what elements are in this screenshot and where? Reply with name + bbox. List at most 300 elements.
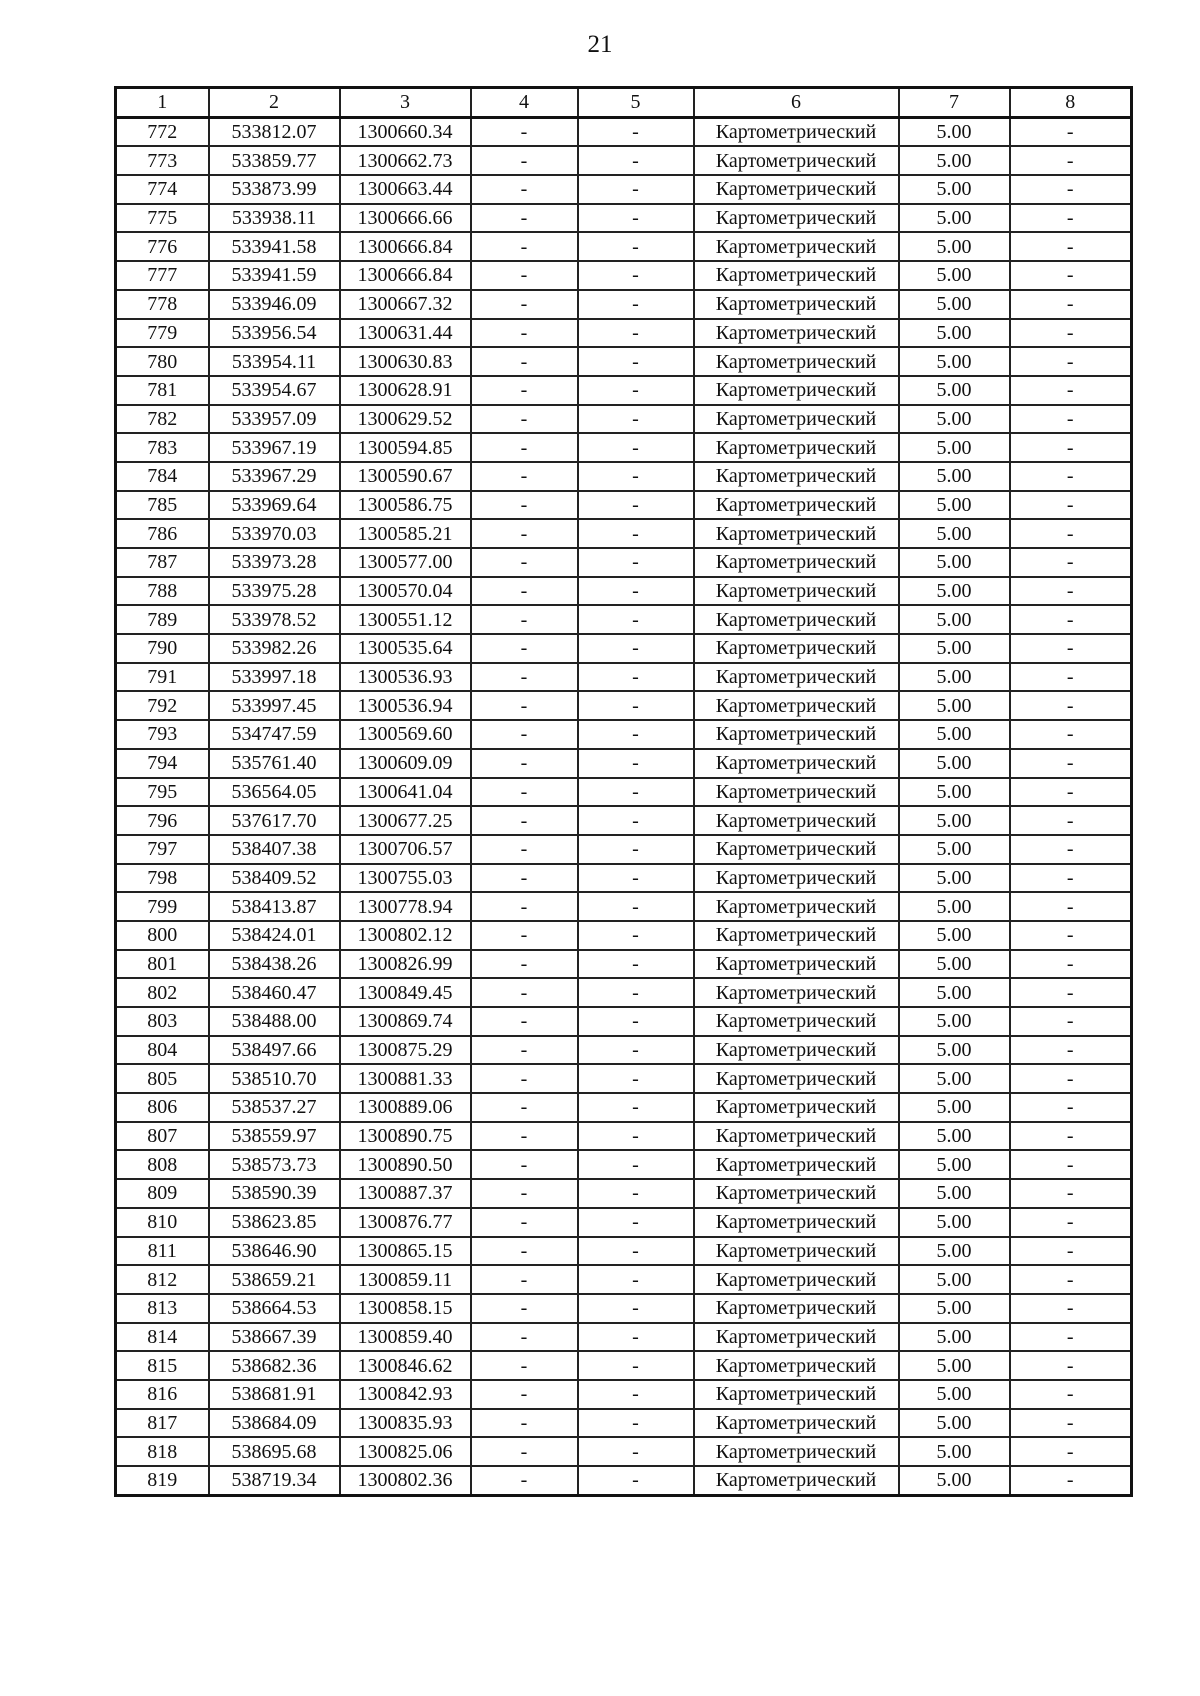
table-cell-col-8: -	[1010, 548, 1132, 577]
table-cell-col-3: 1300609.09	[340, 749, 471, 778]
table-cell-col-1: 786	[116, 519, 209, 548]
table-cell-col-1: 801	[116, 950, 209, 979]
coordinates-table	[114, 86, 1133, 1497]
table-cell-col-5: -	[578, 1064, 694, 1093]
table-cell-col-4: -	[471, 491, 578, 520]
table-cell-col-2: 533975.28	[209, 577, 340, 606]
table-cell-col-8: -	[1010, 950, 1132, 979]
table-cell-col-5: -	[578, 1380, 694, 1409]
table-cell-col-6: Картометрический	[694, 232, 899, 261]
table-cell-col-4: -	[471, 1122, 578, 1151]
table-cell-col-1: 819	[116, 1466, 209, 1495]
table-cell-col-4: -	[471, 577, 578, 606]
table-cell-col-5: -	[578, 1036, 694, 1065]
table-cell-col-5: -	[578, 146, 694, 175]
table-cell-col-5: -	[578, 1179, 694, 1208]
table-cell-col-5: -	[578, 347, 694, 376]
table-cell-col-4: -	[471, 204, 578, 233]
table-cell-col-4: -	[471, 1179, 578, 1208]
table-cell-col-5: -	[578, 1437, 694, 1466]
table-cell-col-2: 538684.09	[209, 1409, 340, 1438]
table-header	[116, 88, 1132, 118]
table-cell-col-4: -	[471, 462, 578, 491]
table-cell-col-7: 5.00	[899, 605, 1010, 634]
table-row	[116, 720, 1132, 749]
table-cell-col-3: 1300630.83	[340, 347, 471, 376]
table-cell-col-6: Картометрический	[694, 1150, 899, 1179]
table-cell-col-1: 780	[116, 347, 209, 376]
table-cell-col-8: -	[1010, 1150, 1132, 1179]
table-cell-col-4: -	[471, 1036, 578, 1065]
table-cell-col-7: 5.00	[899, 634, 1010, 663]
table-cell-col-4: -	[471, 720, 578, 749]
table-cell-col-6: Картометрический	[694, 921, 899, 950]
table-cell-col-2: 538559.97	[209, 1122, 340, 1151]
table-cell-col-1: 810	[116, 1208, 209, 1237]
table-cell-col-4: -	[471, 1265, 578, 1294]
table-cell-col-1: 807	[116, 1122, 209, 1151]
table-cell-col-5: -	[578, 921, 694, 950]
table-cell-col-7: 5.00	[899, 1351, 1010, 1380]
table-cell-col-5: -	[578, 117, 694, 146]
table-cell-col-8: -	[1010, 978, 1132, 1007]
table-cell-col-7: 5.00	[899, 1150, 1010, 1179]
table-cell-col-7: 5.00	[899, 1380, 1010, 1409]
table-cell-col-7: 5.00	[899, 491, 1010, 520]
table-body	[116, 117, 1132, 1495]
table-cell-col-2: 538413.87	[209, 892, 340, 921]
table-cell-col-1: 790	[116, 634, 209, 663]
table-cell-col-2: 538646.90	[209, 1237, 340, 1266]
table-row	[116, 634, 1132, 663]
table-cell-col-5: -	[578, 1150, 694, 1179]
table-cell-col-6: Картометрический	[694, 749, 899, 778]
table-cell-col-5: -	[578, 864, 694, 893]
table-row	[116, 1007, 1132, 1036]
table-cell-col-7: 5.00	[899, 864, 1010, 893]
table-cell-col-4: -	[471, 117, 578, 146]
table-cell-col-2: 538537.27	[209, 1093, 340, 1122]
table-row	[116, 749, 1132, 778]
table-cell-col-4: -	[471, 519, 578, 548]
table-row	[116, 950, 1132, 979]
table-row	[116, 117, 1132, 146]
table-cell-col-2: 533967.19	[209, 433, 340, 462]
table-cell-col-2: 538573.73	[209, 1150, 340, 1179]
table-cell-col-4: -	[471, 347, 578, 376]
table-cell-col-8: -	[1010, 864, 1132, 893]
table-cell-col-4: -	[471, 405, 578, 434]
table-cell-col-5: -	[578, 749, 694, 778]
table-cell-col-1: 785	[116, 491, 209, 520]
table-cell-col-4: -	[471, 1208, 578, 1237]
table-cell-col-6: Картометрический	[694, 605, 899, 634]
table-cell-col-7: 5.00	[899, 376, 1010, 405]
table-cell-col-2: 533997.45	[209, 691, 340, 720]
table-cell-col-7: 5.00	[899, 1036, 1010, 1065]
table-cell-col-1: 775	[116, 204, 209, 233]
table-cell-col-3: 1300660.34	[340, 117, 471, 146]
table-cell-col-1: 795	[116, 778, 209, 807]
table-cell-col-4: -	[471, 892, 578, 921]
table-cell-col-6: Картометрический	[694, 347, 899, 376]
table-cell-col-1: 800	[116, 921, 209, 950]
header-cell-col-5: 5	[578, 88, 694, 118]
table-cell-col-5: -	[578, 806, 694, 835]
table-cell-col-6: Картометрический	[694, 462, 899, 491]
table-cell-col-8: -	[1010, 1179, 1132, 1208]
table-cell-col-1: 799	[116, 892, 209, 921]
table-cell-col-1: 784	[116, 462, 209, 491]
table-row	[116, 1122, 1132, 1151]
table-cell-col-5: -	[578, 1323, 694, 1352]
table-row	[116, 548, 1132, 577]
table-row	[116, 978, 1132, 1007]
table-cell-col-3: 1300859.40	[340, 1323, 471, 1352]
table-cell-col-2: 538682.36	[209, 1351, 340, 1380]
table-cell-col-3: 1300802.36	[340, 1466, 471, 1495]
table-cell-col-2: 534747.59	[209, 720, 340, 749]
table-cell-col-1: 798	[116, 864, 209, 893]
table-cell-col-8: -	[1010, 691, 1132, 720]
table-cell-col-2: 533997.18	[209, 663, 340, 692]
table-row	[116, 1437, 1132, 1466]
table-cell-col-7: 5.00	[899, 261, 1010, 290]
table-cell-col-3: 1300666.84	[340, 232, 471, 261]
table-cell-col-4: -	[471, 663, 578, 692]
table-cell-col-6: Картометрический	[694, 1323, 899, 1352]
table-cell-col-7: 5.00	[899, 462, 1010, 491]
table-row	[116, 605, 1132, 634]
table-cell-col-2: 533978.52	[209, 605, 340, 634]
table-cell-col-2: 533954.67	[209, 376, 340, 405]
table-cell-col-8: -	[1010, 1007, 1132, 1036]
table-cell-col-1: 812	[116, 1265, 209, 1294]
table-row	[116, 1036, 1132, 1065]
table-row	[116, 1265, 1132, 1294]
table-cell-col-5: -	[578, 892, 694, 921]
table-cell-col-3: 1300666.66	[340, 204, 471, 233]
table-cell-col-4: -	[471, 1323, 578, 1352]
table-cell-col-4: -	[471, 806, 578, 835]
table-cell-col-2: 538488.00	[209, 1007, 340, 1036]
header-cell-col-6: 6	[694, 88, 899, 118]
table-cell-col-5: -	[578, 261, 694, 290]
table-cell-col-6: Картометрический	[694, 405, 899, 434]
table-cell-col-8: -	[1010, 1208, 1132, 1237]
table-row	[116, 232, 1132, 261]
table-cell-col-6: Картометрический	[694, 519, 899, 548]
table-cell-col-1: 777	[116, 261, 209, 290]
table-cell-col-4: -	[471, 835, 578, 864]
table-cell-col-1: 779	[116, 319, 209, 348]
table-row	[116, 864, 1132, 893]
table-cell-col-7: 5.00	[899, 347, 1010, 376]
table-cell-col-7: 5.00	[899, 232, 1010, 261]
table-row	[116, 806, 1132, 835]
table-cell-col-6: Картометрический	[694, 1122, 899, 1151]
table-cell-col-6: Картометрический	[694, 1351, 899, 1380]
table-cell-col-2: 533954.11	[209, 347, 340, 376]
table-cell-col-1: 789	[116, 605, 209, 634]
table-cell-col-7: 5.00	[899, 319, 1010, 348]
table-cell-col-2: 538590.39	[209, 1179, 340, 1208]
table-row	[116, 1409, 1132, 1438]
table-cell-col-3: 1300590.67	[340, 462, 471, 491]
table-cell-col-1: 804	[116, 1036, 209, 1065]
table-cell-col-6: Картометрический	[694, 864, 899, 893]
table-cell-col-2: 533973.28	[209, 548, 340, 577]
table-cell-col-6: Картометрический	[694, 806, 899, 835]
table-cell-col-4: -	[471, 749, 578, 778]
table-row	[116, 347, 1132, 376]
table-cell-col-6: Картометрический	[694, 978, 899, 1007]
table-cell-col-8: -	[1010, 1093, 1132, 1122]
table-cell-col-1: 817	[116, 1409, 209, 1438]
table-cell-col-7: 5.00	[899, 806, 1010, 835]
table-cell-col-5: -	[578, 1093, 694, 1122]
table-cell-col-2: 533812.07	[209, 117, 340, 146]
table-cell-col-2: 538719.34	[209, 1466, 340, 1495]
table-cell-col-2: 533956.54	[209, 319, 340, 348]
table-cell-col-4: -	[471, 1437, 578, 1466]
table-cell-col-7: 5.00	[899, 1265, 1010, 1294]
table-cell-col-6: Картометрический	[694, 1036, 899, 1065]
table-cell-col-1: 774	[116, 175, 209, 204]
table-cell-col-8: -	[1010, 778, 1132, 807]
table-cell-col-2: 533946.09	[209, 290, 340, 319]
table-cell-col-2: 538497.66	[209, 1036, 340, 1065]
table-cell-col-5: -	[578, 1208, 694, 1237]
table-cell-col-3: 1300876.77	[340, 1208, 471, 1237]
table-cell-col-2: 538438.26	[209, 950, 340, 979]
table-cell-col-4: -	[471, 950, 578, 979]
table-cell-col-5: -	[578, 491, 694, 520]
table-cell-col-1: 791	[116, 663, 209, 692]
table-cell-col-4: -	[471, 778, 578, 807]
table-cell-col-6: Картометрический	[694, 1064, 899, 1093]
table-cell-col-7: 5.00	[899, 577, 1010, 606]
table-cell-col-8: -	[1010, 577, 1132, 606]
table-cell-col-7: 5.00	[899, 1064, 1010, 1093]
table-row	[116, 1351, 1132, 1380]
table-cell-col-3: 1300706.57	[340, 835, 471, 864]
table-cell-col-1: 782	[116, 405, 209, 434]
table-cell-col-3: 1300667.32	[340, 290, 471, 319]
table-row	[116, 204, 1132, 233]
table-row	[116, 835, 1132, 864]
table-cell-col-5: -	[578, 835, 694, 864]
table-cell-col-2: 535761.40	[209, 749, 340, 778]
table-row	[116, 433, 1132, 462]
table-row	[116, 1237, 1132, 1266]
table-cell-col-7: 5.00	[899, 691, 1010, 720]
table-cell-col-4: -	[471, 921, 578, 950]
table-cell-col-2: 533938.11	[209, 204, 340, 233]
table-cell-col-6: Картометрический	[694, 835, 899, 864]
table-cell-col-1: 816	[116, 1380, 209, 1409]
table-cell-col-7: 5.00	[899, 1466, 1010, 1495]
table-cell-col-1: 793	[116, 720, 209, 749]
table-cell-col-6: Картометрический	[694, 1380, 899, 1409]
table-cell-col-5: -	[578, 950, 694, 979]
table-cell-col-3: 1300778.94	[340, 892, 471, 921]
header-cell-col-7: 7	[899, 88, 1010, 118]
table-cell-col-4: -	[471, 1064, 578, 1093]
table-cell-col-8: -	[1010, 519, 1132, 548]
table-cell-col-1: 806	[116, 1093, 209, 1122]
table-cell-col-3: 1300586.75	[340, 491, 471, 520]
table-cell-col-2: 538623.85	[209, 1208, 340, 1237]
table-row	[116, 405, 1132, 434]
table-cell-col-5: -	[578, 663, 694, 692]
table-cell-col-4: -	[471, 1294, 578, 1323]
table-cell-col-8: -	[1010, 261, 1132, 290]
table-cell-col-4: -	[471, 1093, 578, 1122]
table-cell-col-3: 1300666.84	[340, 261, 471, 290]
table-cell-col-7: 5.00	[899, 433, 1010, 462]
table-row	[116, 577, 1132, 606]
table-cell-col-3: 1300536.93	[340, 663, 471, 692]
table-row	[116, 519, 1132, 548]
table-cell-col-3: 1300846.62	[340, 1351, 471, 1380]
table-cell-col-6: Картометрический	[694, 1437, 899, 1466]
table-cell-col-6: Картометрический	[694, 691, 899, 720]
table-cell-col-5: -	[578, 1294, 694, 1323]
table-cell-col-5: -	[578, 1237, 694, 1266]
table-cell-col-7: 5.00	[899, 1208, 1010, 1237]
table-cell-col-2: 538664.53	[209, 1294, 340, 1323]
page-number: 21	[587, 31, 613, 58]
table-cell-col-2: 533941.58	[209, 232, 340, 261]
table-cell-col-1: 797	[116, 835, 209, 864]
table-cell-col-3: 1300889.06	[340, 1093, 471, 1122]
table-cell-col-5: -	[578, 462, 694, 491]
table-cell-col-2: 537617.70	[209, 806, 340, 835]
table-cell-col-6: Картометрический	[694, 175, 899, 204]
table-cell-col-5: -	[578, 204, 694, 233]
table-cell-col-1: 802	[116, 978, 209, 1007]
table-cell-col-5: -	[578, 778, 694, 807]
table-cell-col-1: 808	[116, 1150, 209, 1179]
table-row	[116, 1380, 1132, 1409]
table-cell-col-3: 1300875.29	[340, 1036, 471, 1065]
table-cell-col-1: 788	[116, 577, 209, 606]
header-cell-col-1: 1	[116, 88, 209, 118]
table-cell-col-8: -	[1010, 1323, 1132, 1352]
table-cell-col-2: 538407.38	[209, 835, 340, 864]
table-row	[116, 462, 1132, 491]
table-cell-col-2: 538681.91	[209, 1380, 340, 1409]
table-cell-col-8: -	[1010, 634, 1132, 663]
table-cell-col-5: -	[578, 1122, 694, 1151]
table-cell-col-4: -	[471, 1007, 578, 1036]
table-row	[116, 491, 1132, 520]
table-cell-col-3: 1300826.99	[340, 950, 471, 979]
table-cell-col-4: -	[471, 864, 578, 893]
header-cell-col-4: 4	[471, 88, 578, 118]
table-cell-col-8: -	[1010, 405, 1132, 434]
table-cell-col-7: 5.00	[899, 835, 1010, 864]
table-cell-col-3: 1300865.15	[340, 1237, 471, 1266]
table-cell-col-1: 794	[116, 749, 209, 778]
table-cell-col-6: Картометрический	[694, 663, 899, 692]
table-cell-col-1: 818	[116, 1437, 209, 1466]
table-cell-col-3: 1300677.25	[340, 806, 471, 835]
table-cell-col-5: -	[578, 175, 694, 204]
table-cell-col-4: -	[471, 1409, 578, 1438]
table-cell-col-2: 533970.03	[209, 519, 340, 548]
table-row	[116, 1294, 1132, 1323]
table-cell-col-7: 5.00	[899, 950, 1010, 979]
table-cell-col-8: -	[1010, 290, 1132, 319]
table-row	[116, 663, 1132, 692]
table-row	[116, 175, 1132, 204]
table-cell-col-2: 538659.21	[209, 1265, 340, 1294]
table-row	[116, 1064, 1132, 1093]
table-row	[116, 892, 1132, 921]
table-cell-col-6: Картометрический	[694, 491, 899, 520]
table-cell-col-4: -	[471, 691, 578, 720]
table-cell-col-3: 1300628.91	[340, 376, 471, 405]
table-cell-col-7: 5.00	[899, 146, 1010, 175]
table-row	[116, 778, 1132, 807]
table-cell-col-3: 1300859.11	[340, 1265, 471, 1294]
table-cell-col-6: Картометрический	[694, 577, 899, 606]
table-cell-col-4: -	[471, 175, 578, 204]
table-cell-col-5: -	[578, 605, 694, 634]
table-cell-col-6: Картометрический	[694, 720, 899, 749]
table-cell-col-4: -	[471, 548, 578, 577]
table-cell-col-8: -	[1010, 1409, 1132, 1438]
table-cell-col-2: 533859.77	[209, 146, 340, 175]
table-cell-col-8: -	[1010, 1294, 1132, 1323]
table-cell-col-8: -	[1010, 433, 1132, 462]
table-cell-col-1: 809	[116, 1179, 209, 1208]
table-cell-col-7: 5.00	[899, 204, 1010, 233]
table-cell-col-5: -	[578, 290, 694, 319]
table-cell-col-6: Картометрический	[694, 1466, 899, 1495]
table-cell-col-4: -	[471, 1380, 578, 1409]
table-cell-col-2: 538460.47	[209, 978, 340, 1007]
table-cell-col-8: -	[1010, 175, 1132, 204]
table-cell-col-6: Картометрический	[694, 319, 899, 348]
header-cell-col-8: 8	[1010, 88, 1132, 118]
table-cell-col-3: 1300631.44	[340, 319, 471, 348]
table-cell-col-2: 533967.29	[209, 462, 340, 491]
table-cell-col-4: -	[471, 376, 578, 405]
table-cell-col-4: -	[471, 319, 578, 348]
table-cell-col-5: -	[578, 1265, 694, 1294]
table-cell-col-7: 5.00	[899, 1237, 1010, 1266]
table-cell-col-3: 1300849.45	[340, 978, 471, 1007]
table-cell-col-7: 5.00	[899, 175, 1010, 204]
table-cell-col-4: -	[471, 1150, 578, 1179]
table-cell-col-8: -	[1010, 605, 1132, 634]
table-cell-col-8: -	[1010, 1351, 1132, 1380]
table-cell-col-1: 781	[116, 376, 209, 405]
table-cell-col-6: Картометрический	[694, 548, 899, 577]
table-cell-col-5: -	[578, 405, 694, 434]
table-cell-col-3: 1300890.50	[340, 1150, 471, 1179]
table-cell-col-7: 5.00	[899, 892, 1010, 921]
table-cell-col-3: 1300662.73	[340, 146, 471, 175]
table-cell-col-3: 1300858.15	[340, 1294, 471, 1323]
table-cell-col-6: Картометрический	[694, 1265, 899, 1294]
table-cell-col-7: 5.00	[899, 749, 1010, 778]
table-cell-col-7: 5.00	[899, 663, 1010, 692]
table-cell-col-6: Картометрический	[694, 290, 899, 319]
